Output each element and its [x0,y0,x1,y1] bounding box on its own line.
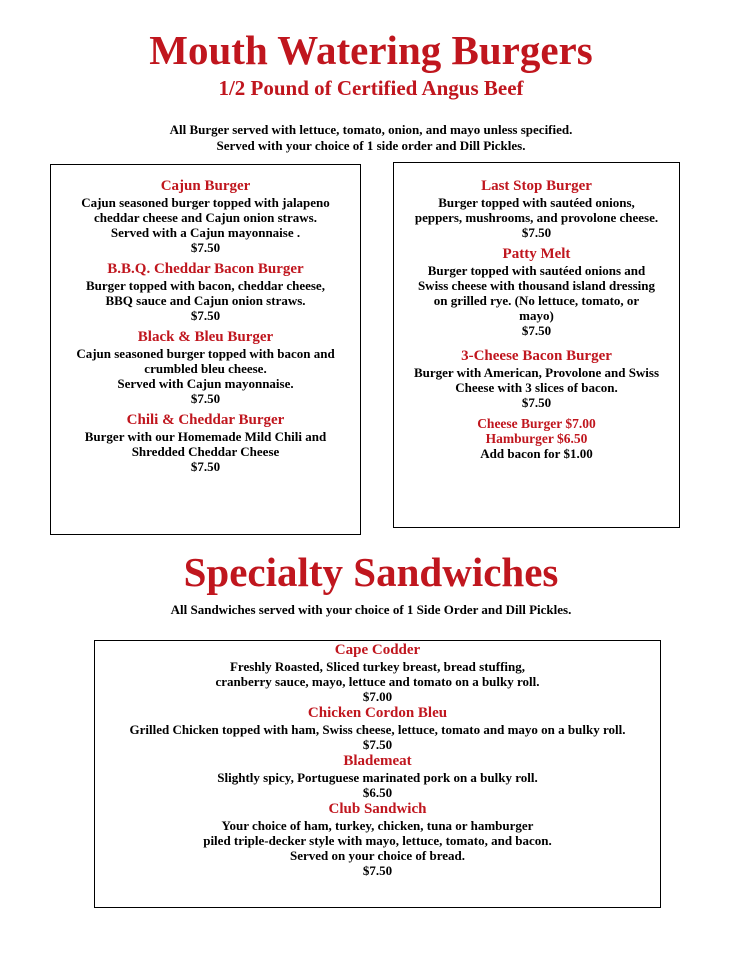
menu-item-description: Burger topped with bacon, cheddar cheese, BBQ sauce and Cajun onion straws. [86,278,325,308]
menu-item-description: Burger with our Homemade Mild Chili and Shredded Cheddar Cheese [84,429,327,459]
burgers-left-box [50,164,361,535]
menu-item [394,178,679,240]
menu-item-description: Cajun seasoned burger topped with bacon and crumbled bleu cheese. Served with Cajun mayonnaise. [76,346,335,391]
menu-item [51,329,360,406]
burgers-intro-line-2: Served with your choice of 1 side order and Dill Pickles. [216,138,526,153]
menu-item-price: $7.50 [521,323,552,338]
menu-item-name: Cajun Burger [160,178,251,194]
menu-item-description: Cajun seasoned burger topped with jalapeno cheddar cheese and Cajun onion straws. Served with a Cajun mayonnaise . [81,195,330,240]
menu-item-description: Burger topped with sautéed onions, peppers, mushrooms, and provolone cheese. [414,195,659,225]
menu-item-description: Burger topped with sautéed onions and Swiss cheese with thousand island dressing on grilled rye. (No lettuce, tomato, or mayo) [417,263,656,323]
menu-item-description: Freshly Roasted, Sliced turkey breast, bread stuffing, cranberry sauce, mayo, lettuce and tomato on a bulky roll. [215,659,540,689]
basic-burgers [394,416,679,461]
menu-item-name: Last Stop Burger [481,178,592,194]
menu-item [51,412,360,474]
menu-item-price: $7.50 [521,225,552,240]
menu-item-name: Club Sandwich [328,801,427,817]
burgers-right-box [393,162,680,528]
menu-item [51,261,360,323]
menu-item [394,348,679,410]
menu-item-name: Blademeat [343,753,412,769]
menu-item [95,753,660,800]
menu-item-price: $7.00 [362,689,393,704]
menu-item-price: $6.50 [362,785,393,800]
burgers-intro [0,122,742,154]
menu-item-name: Patty Melt [502,246,571,262]
menu-item-description: Grilled Chicken topped with ham, Swiss cheese, lettuce, tomato and mayo on a bulky roll. [129,722,626,737]
menu-item [95,705,660,752]
menu-item-price: $7.50 [362,863,393,878]
burgers-intro-line-1: All Burger served with lettuce, tomato, onion, and mayo unless specified. [169,122,573,137]
menu-item-price: $7.50 [362,737,393,752]
menu-item-name: Black & Bleu Burger [137,329,274,345]
sandwiches-title: Specialty Sandwiches [183,549,559,595]
menu-item [51,178,360,255]
burgers-subtitle: 1/2 Pound of Certified Angus Beef [218,76,524,100]
menu-item-name: B.B.Q. Cheddar Bacon Burger [107,261,304,277]
menu-item [95,642,660,704]
menu-item-name: Chili & Cheddar Burger [126,412,285,428]
cheese-burger-price: Cheese Burger $7.00 [477,416,596,431]
sandwiches-box [94,640,661,908]
menu-item-name: Cape Codder [334,642,421,658]
burgers-title: Mouth Watering Burgers [149,27,593,73]
menu-item-price: $7.50 [190,308,221,323]
menu-item-description: Your choice of ham, turkey, chicken, tuna or hamburger piled triple-decker style with mayo, lettuce, tomato, and bacon. Served on your choice of bread. [203,818,552,863]
sandwiches-intro: All Sandwiches served with your choice of 1 Side Order and Dill Pickles. [170,602,572,617]
menu-item-price: $7.50 [190,240,221,255]
menu-item-price: $7.50 [190,391,221,406]
menu-item-description: Slightly spicy, Portuguese marinated pork on a bulky roll. [217,770,538,785]
menu-item [95,801,660,878]
hamburger-price: Hamburger $6.50 [485,431,588,446]
add-bacon-note: Add bacon for $1.00 [480,446,593,461]
menu-item-name: 3-Cheese Bacon Burger [461,348,612,364]
menu-item-description: Burger with American, Provolone and Swiss Cheese with 3 slices of bacon. [413,365,660,395]
menu-item-name: Chicken Cordon Bleu [307,705,448,721]
menu-item-price: $7.50 [521,395,552,410]
menu-item-price: $7.50 [190,459,221,474]
menu-item [394,246,679,338]
